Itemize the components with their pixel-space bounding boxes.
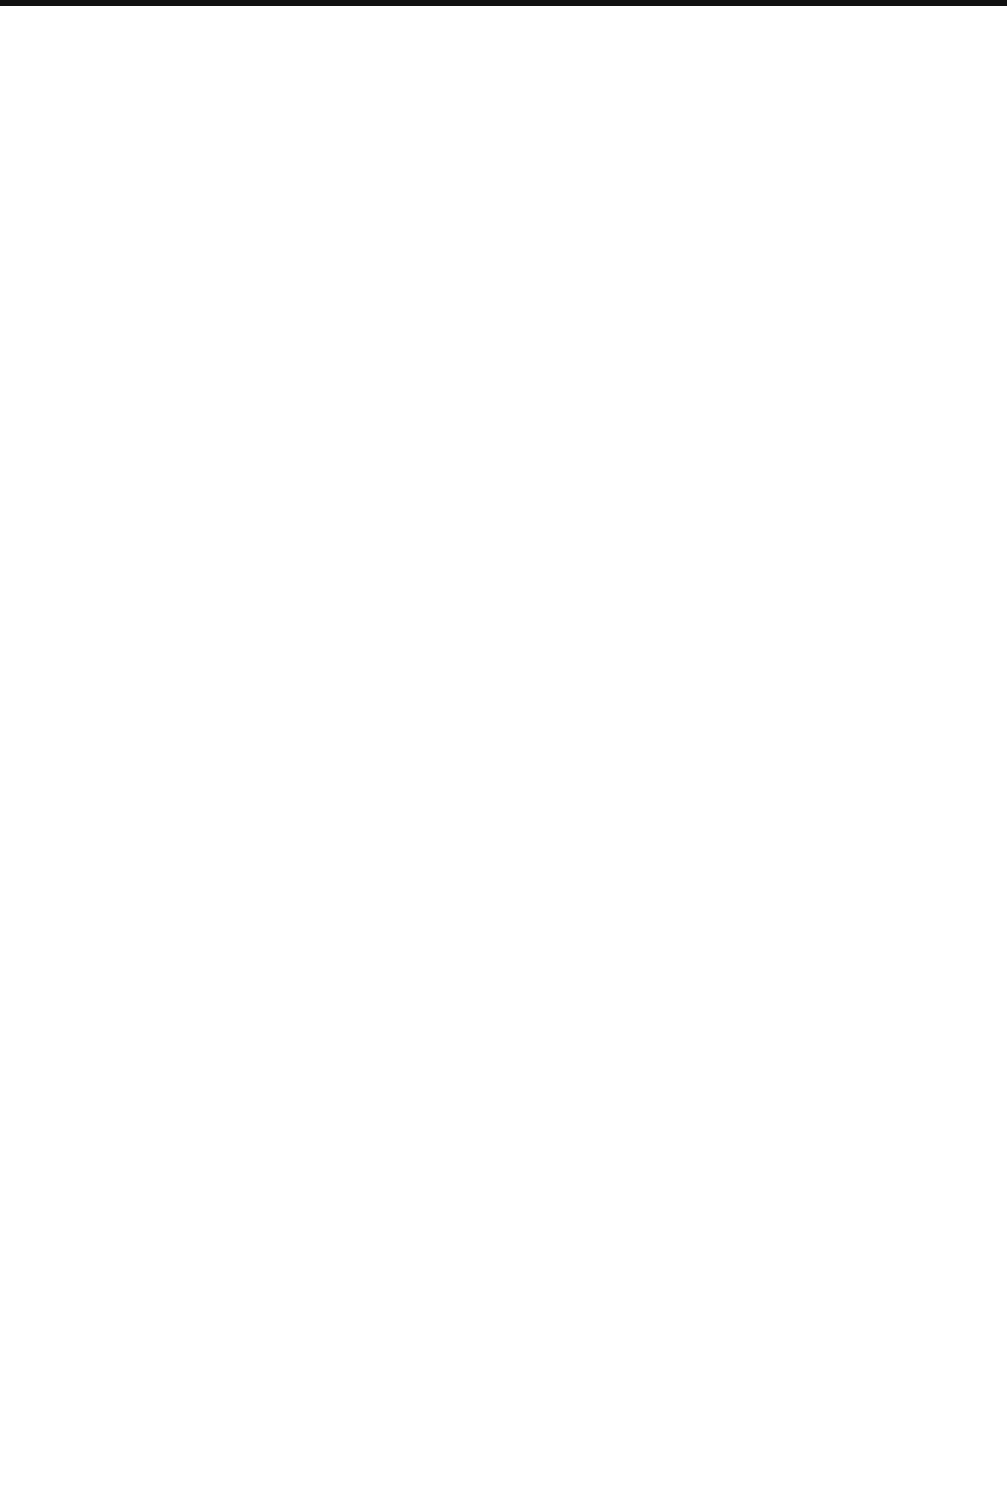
page-top-border xyxy=(0,0,1007,6)
